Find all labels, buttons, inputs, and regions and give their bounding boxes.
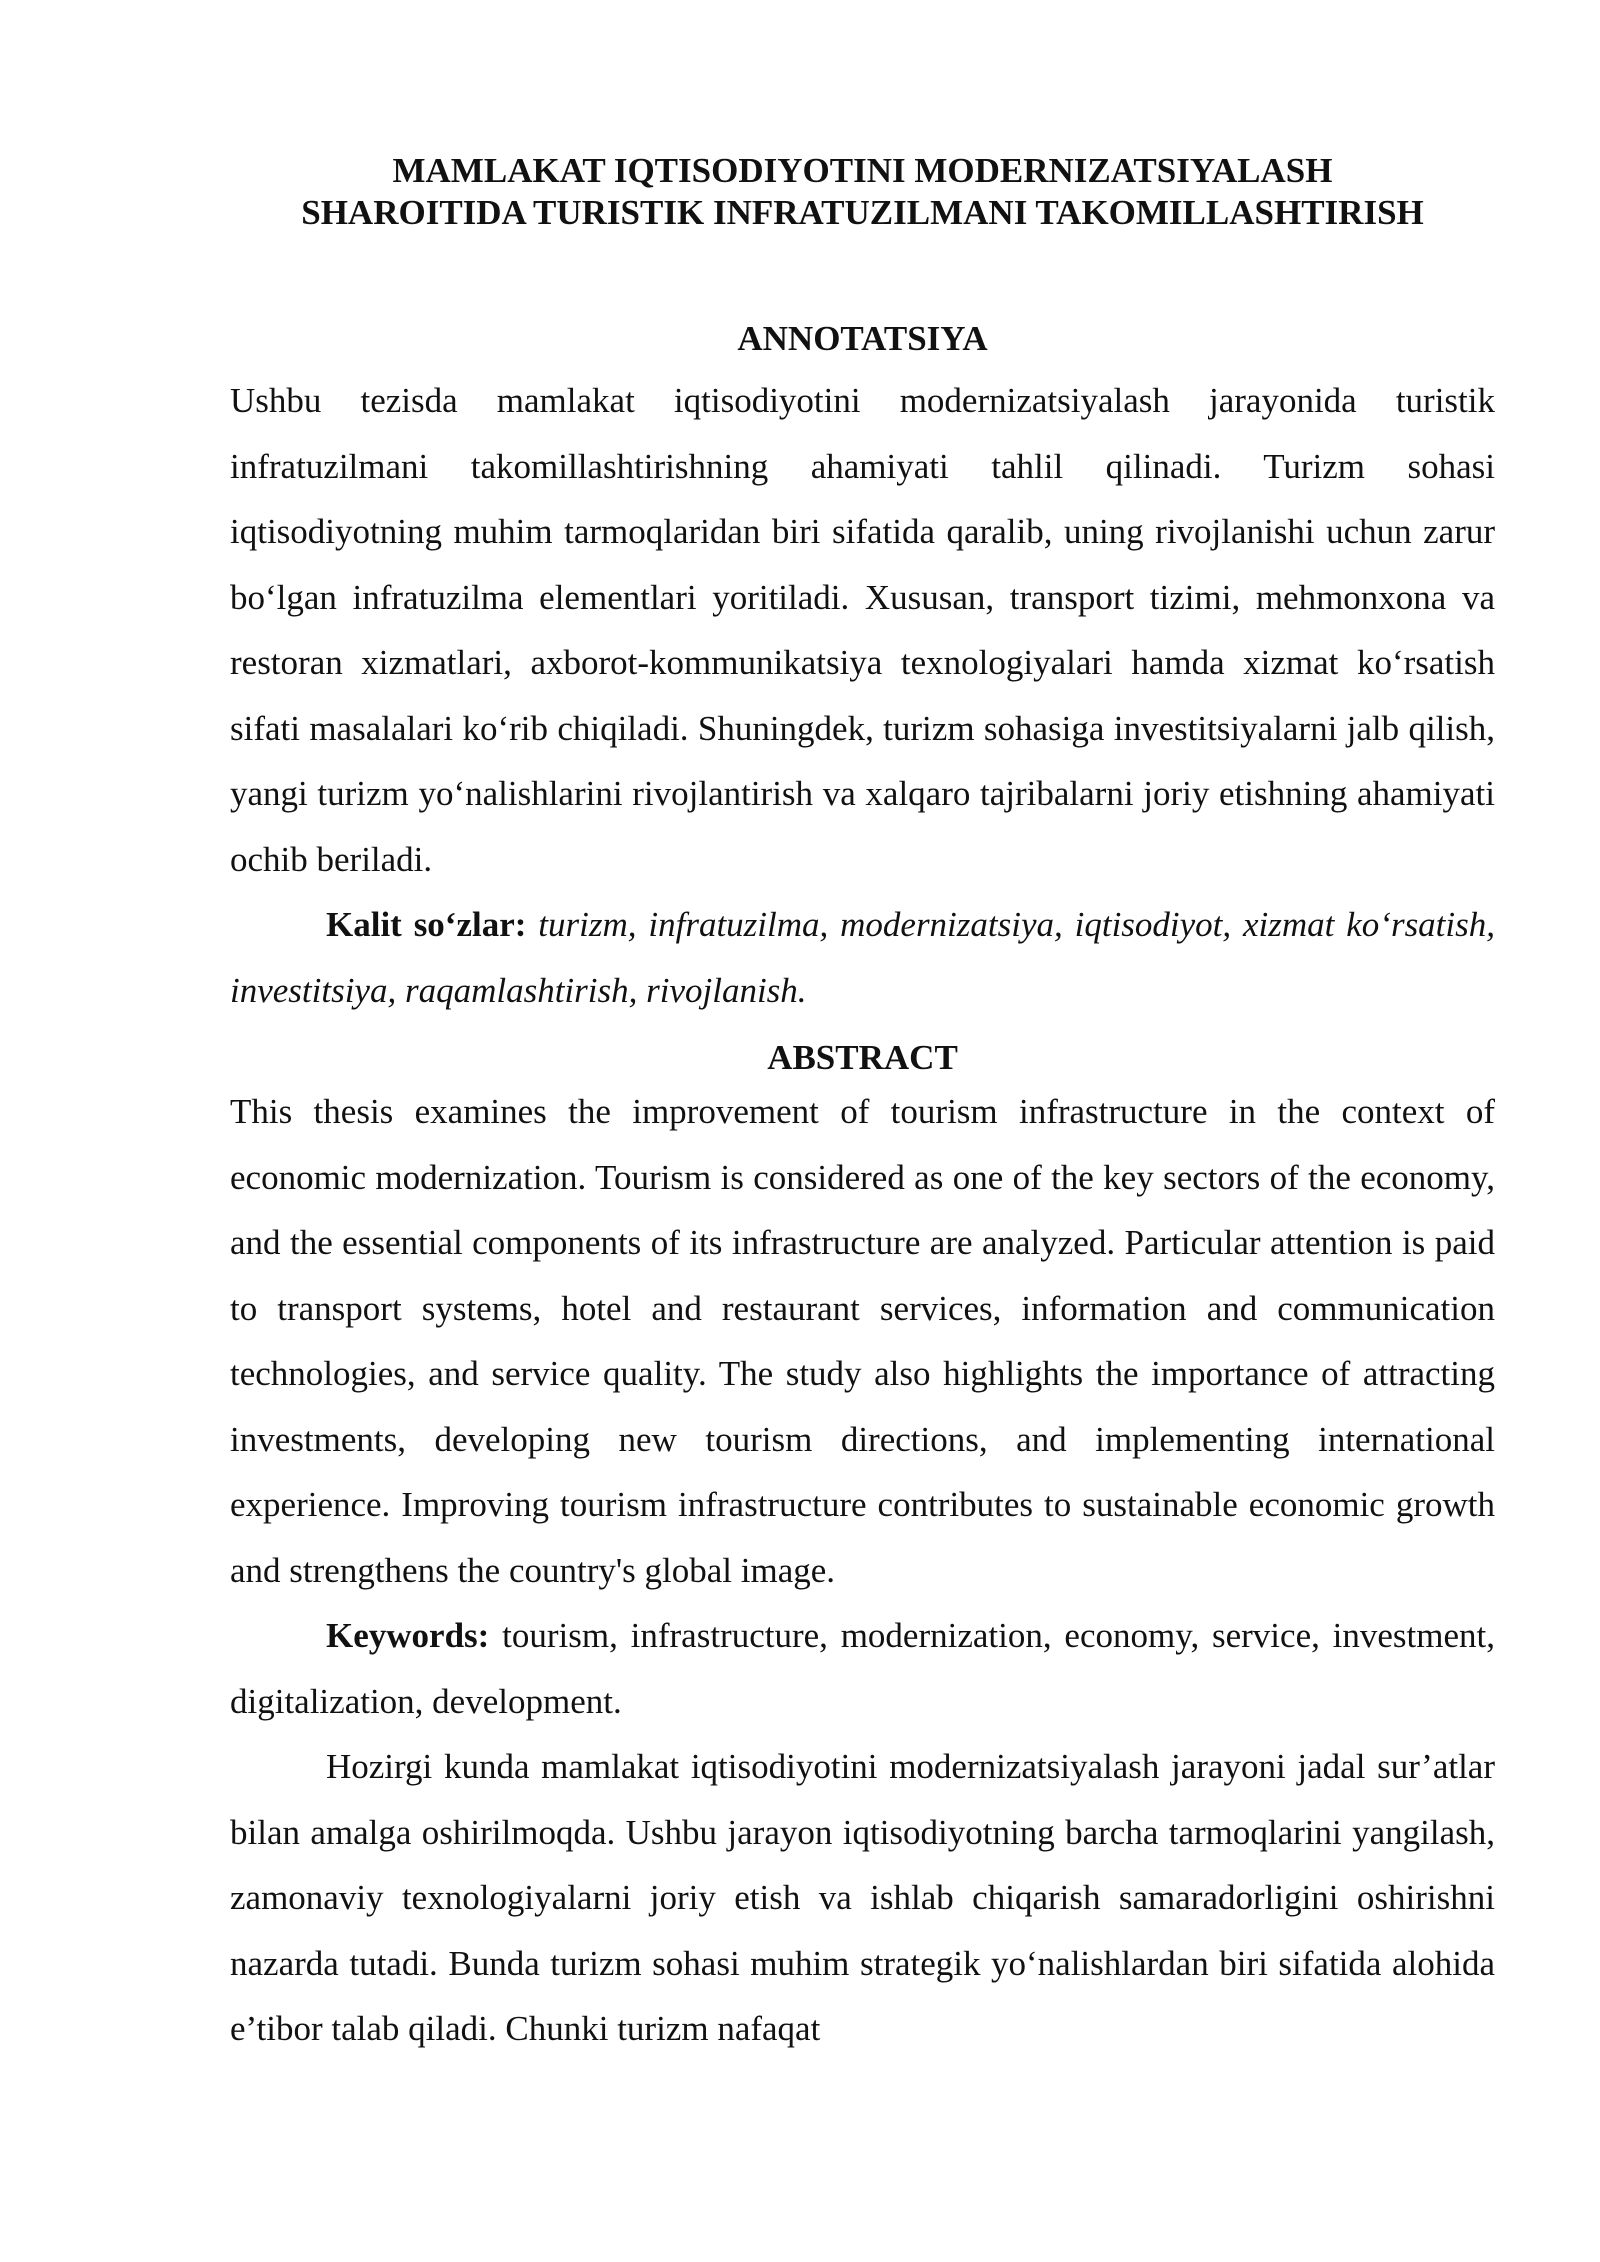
abstract-keywords-list: tourism, infrastructure, modernization, economy, service, investment, digitalization, development.	[230, 1616, 1495, 1721]
annotation-heading: ANNOTATSIYA	[737, 319, 988, 358]
abstract-paragraph: This thesis examines the improvement of tourism infrastructure in the context of economic modernization. Tourism is considered as one of the key sectors of the economy, and the essential components of its infrastructure are analyzed. Particular attention is paid to transport systems, hotel and restaurant services, information and communication technologies, and service quality. The study also highlights the importance of attracting investments, developing new tourism directions, and implementing international experience. Improving tourism infrastructure contributes to sustainable economic growth and strengthens the country's global image.	[230, 1092, 1495, 1590]
annotation-keywords	[230, 892, 1495, 1023]
title-line-1: MAMLAKAT IQTISODIYOTINI MODERNIZATSIYALASH	[392, 151, 1333, 190]
page-content	[230, 150, 1495, 2062]
annotation-keywords-list: turizm, infratuzilma, modernizatsiya, iqtisodiyot, xizmat ko‘rsatish, investitsiya, raqamlashtirish, rivojlanish.	[230, 905, 1496, 1010]
document-title	[230, 150, 1495, 234]
body-paragraph-1: Hozirgi kunda mamlakat iqtisodiyotini modernizatsiyalash jarayoni jadal sur’atlar bilan amalga oshirilmoqda. Ushbu jarayon iqtisodiyotning barcha tarmoqlarini yangilash, zamonaviy texnologiyalarni joriy etish va ishlab chiqarish samaradorligini oshirishni nazarda tutadi. Bunda turizm sohasi muhim strategik yo‘nalishlardan biri sifatida alohida e’tibor talab qiladi. Chunki turizm nafaqat	[230, 1747, 1495, 2048]
abstract-keywords	[230, 1603, 1495, 1734]
annotation-paragraph: Ushbu tezisda mamlakat iqtisodiyotini modernizatsiyalash jarayonida turistik infratuzilmani takomillashtirishning ahamiyati tahlil qilinadi. Turizm sohasi iqtisodiyotning muhim tarmoqlaridan biri sifatida qaralib, uning rivojlanishi uchun zarur bo‘lgan infratuzilma elementlari yoritiladi. Xususan, transport tizimi, mehmonxona va restoran xizmatlari, axborot-kommunikatsiya texnologiyalari hamda xizmat ko‘rsatish sifati masalalari ko‘rib chiqiladi. Shuningdek, turizm sohasiga investitsiyalarni jalb qilish, yangi turizm yo‘nalishlarini rivojlantirish va xalqaro tajribalarni joriy etishning ahamiyati ochib beriladi.	[230, 381, 1495, 879]
title-line-2: SHAROITIDA TURISTIK INFRATUZILMANI TAKOMILLASHTIRISH	[301, 193, 1424, 232]
abstract-keywords-label: Keywords:	[326, 1616, 490, 1655]
annotation-keywords-label: Kalit so‘zlar:	[326, 905, 527, 944]
abstract-heading: ABSTRACT	[767, 1038, 958, 1077]
